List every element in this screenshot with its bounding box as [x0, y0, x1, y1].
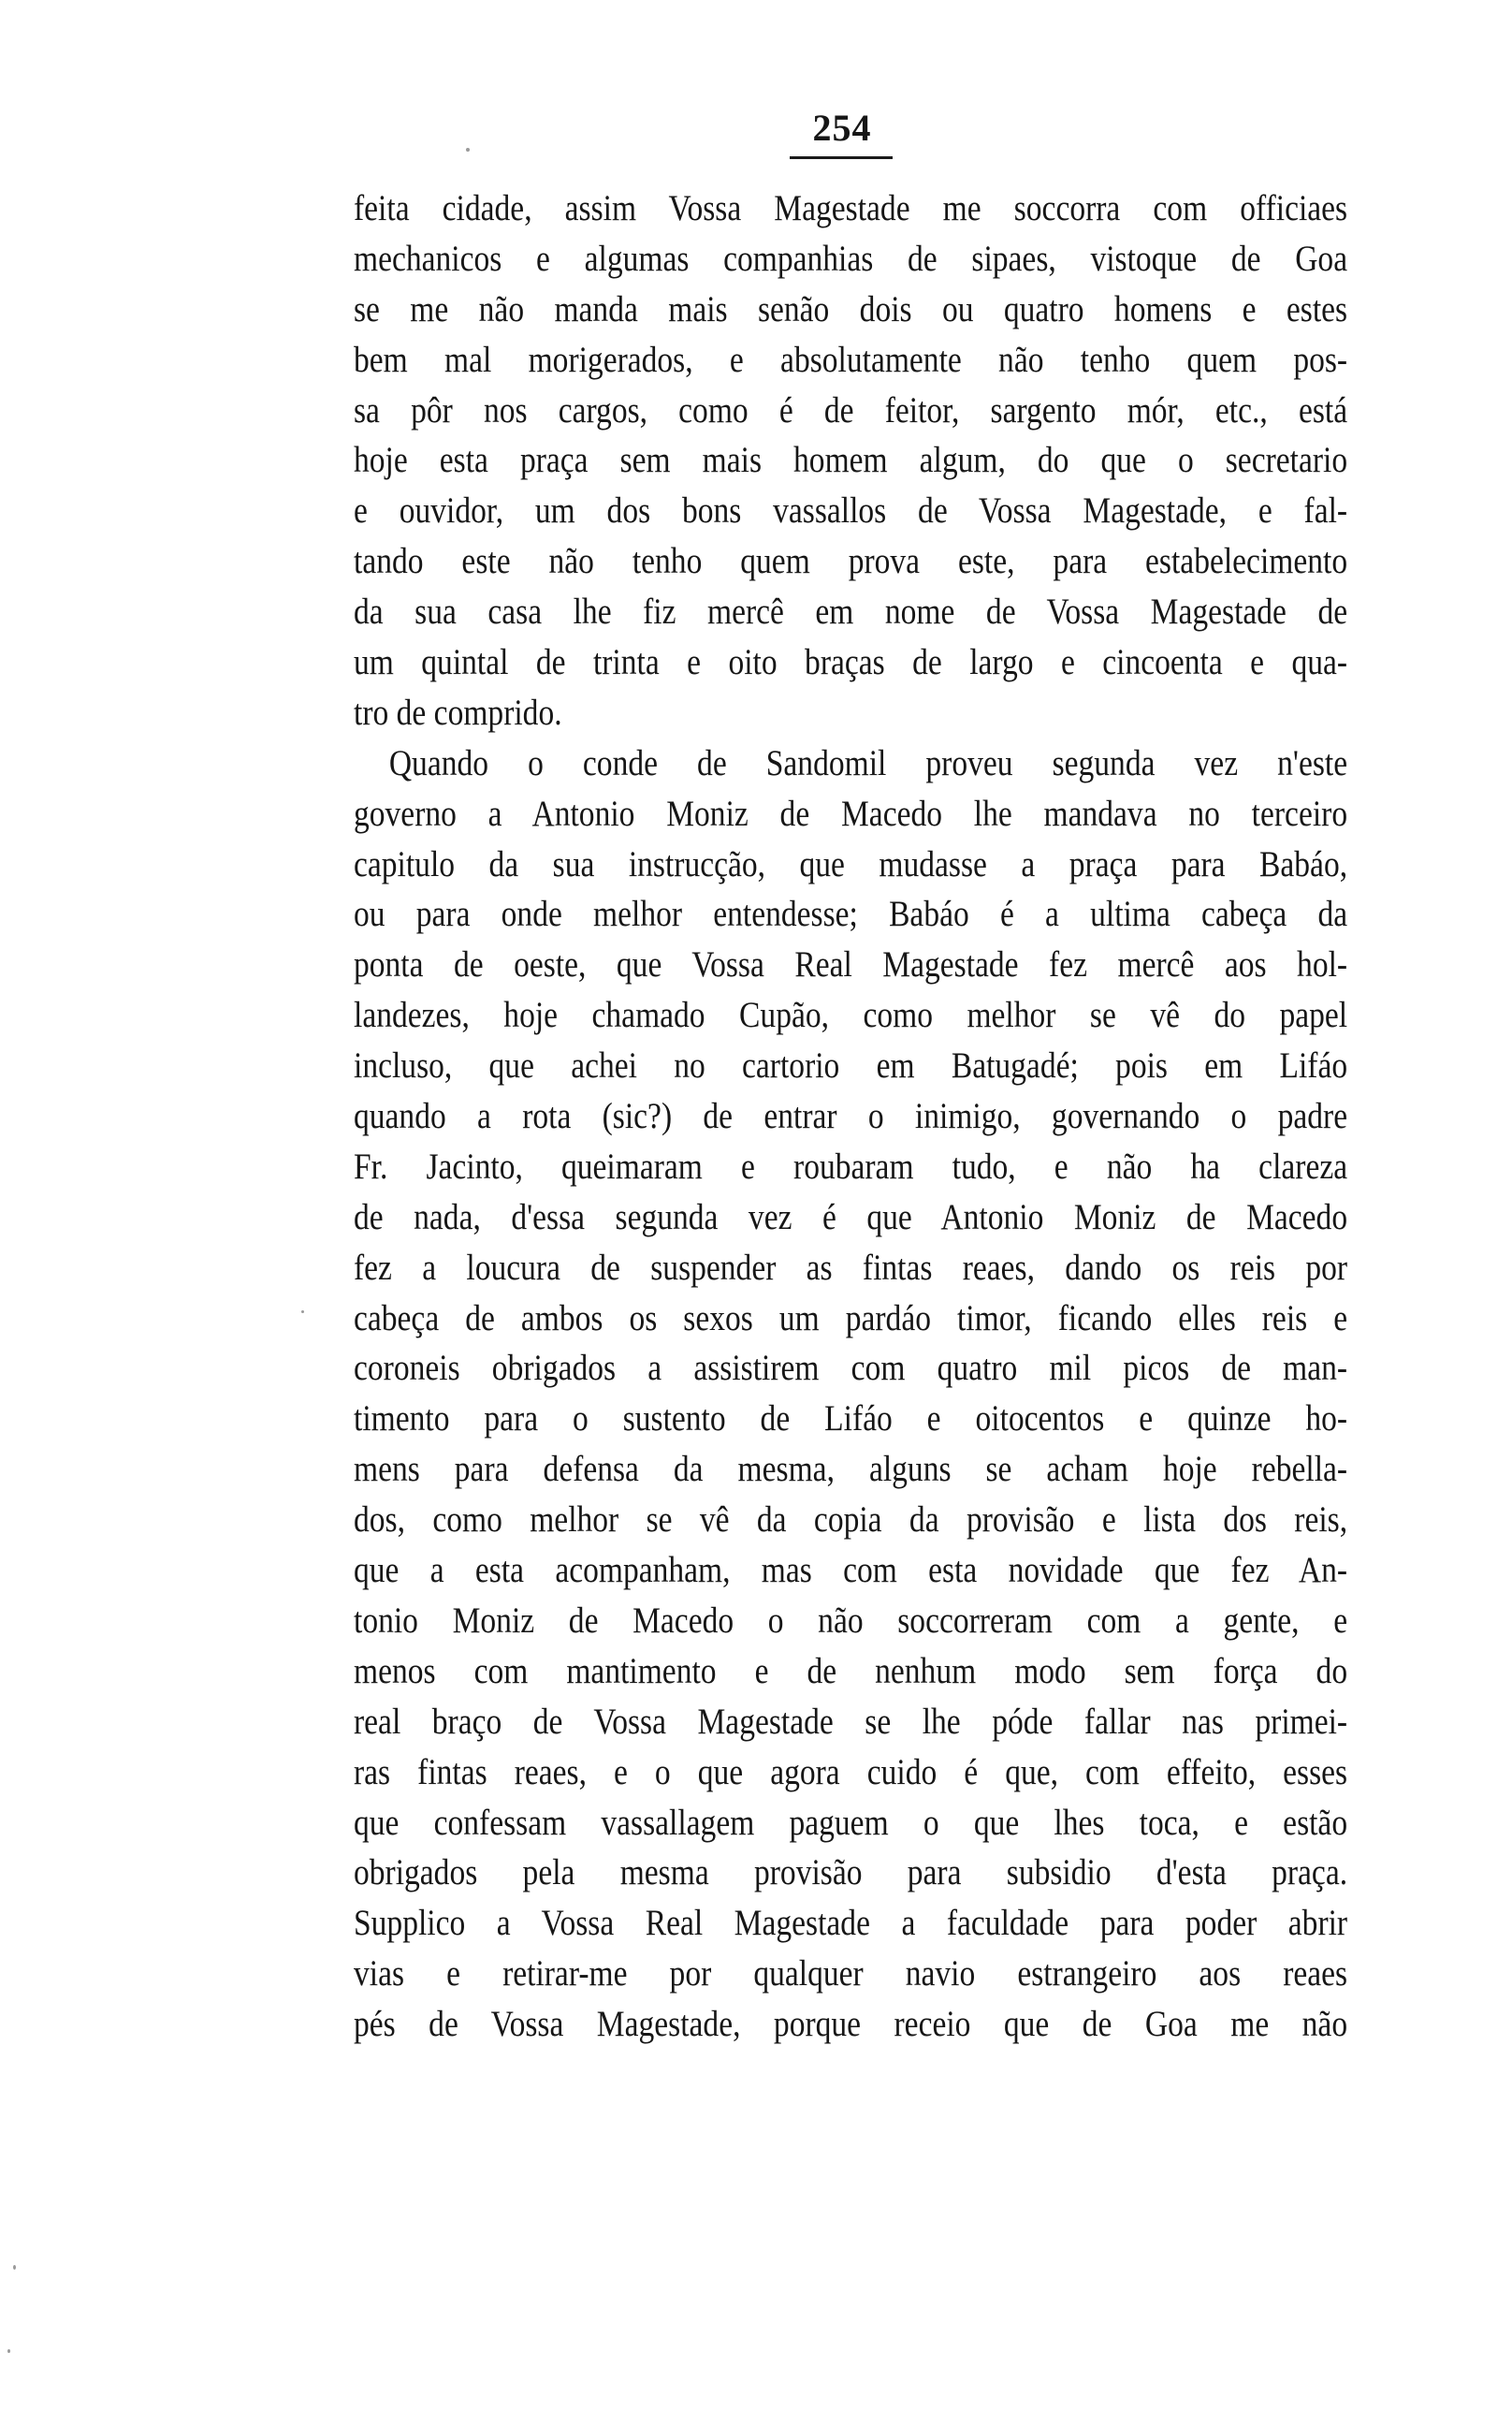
text-line: Supplico a Vossa Real Magestade a faculdade para poder abrir — [354, 1903, 1348, 1944]
text-line: da sua casa lhe fiz mercê em nome de Vossa Magestade de — [354, 592, 1348, 633]
paragraph-2 — [354, 738, 1347, 2050]
text-line: ras fintas reaes, e o que agora cuido é que, com effeito, esses — [354, 1751, 1348, 1792]
text-line: governo a Antonio Moniz de Macedo lhe mandava no terceiro — [354, 793, 1348, 834]
text-line: de nada, d'essa segunda vez é que Antonio Moniz de Macedo — [354, 1196, 1348, 1237]
text-line: tonio Moniz de Macedo o não soccorreram com a gente, e — [354, 1600, 1348, 1641]
text-line: landezes, hoje chamado Cupão, como melhor se vê do papel — [354, 995, 1348, 1036]
text-line: pés de Vossa Magestade, porque receio que de Goa me não — [354, 2004, 1348, 2045]
text-line: coroneis obrigados a assistirem com quatro mil picos de man- — [354, 1348, 1348, 1389]
scan-speck — [7, 2349, 10, 2353]
text-line: ou para onde melhor entendesse; Babáo é a ultima cabeça da — [354, 894, 1348, 935]
text-line: Quando o conde de Sandomil proveu segunda vez n'este — [388, 742, 1348, 783]
scan-speck — [466, 148, 470, 152]
text-line: bem mal morigerados, e absolutamente não tenho quem pos- — [354, 339, 1348, 380]
text-line: sa pôr nos cargos, como é de feitor, sargento mór, etc., está — [354, 389, 1348, 431]
text-line: Fr. Jacinto, queimaram e roubaram tudo, e não ha clareza — [354, 1146, 1348, 1187]
paragraph-1 — [354, 183, 1347, 738]
scan-speck — [13, 2265, 16, 2270]
text-line: tro de comprido. — [354, 692, 562, 733]
text-line: ponta de oeste, que Vossa Real Magestade fez mercê aos hol- — [354, 944, 1348, 986]
text-line: feita cidade, assim Vossa Magestade me soccorra com officiaes — [354, 188, 1348, 228]
text-line: obrigados pela mesma provisão para subsidio d'esta praça. — [354, 1852, 1348, 1893]
text-line: que confessam vassallagem paguem o que lhes toca, e estão — [354, 1802, 1348, 1843]
text-line: quando a rota (sic?) de entrar o inimigo, governando o padre — [354, 1096, 1348, 1137]
body-text — [354, 183, 1347, 2050]
text-line: tando este não tenho quem prova este, para estabelecimento — [354, 541, 1348, 582]
text-line: e ouvidor, um dos bons vassallos de Vossa Magestade, e fal- — [354, 490, 1348, 532]
text-line: timento para o sustento de Lifáo e oitocentos e quinze ho- — [354, 1398, 1348, 1439]
text-line: mens para defensa da mesma, alguns se acham hoje rebella- — [354, 1449, 1348, 1490]
text-line: que a esta acompanham, mas com esta novidade que fez An- — [354, 1550, 1348, 1591]
text-line: cabeça de ambos os sexos um pardáo timor, ficando elles reis e — [354, 1297, 1348, 1338]
text-line: menos com mantimento e de nenhum modo sem força do — [354, 1650, 1348, 1691]
text-line: capitulo da sua instrucção, que mudasse a praça para Babáo, — [354, 843, 1348, 884]
page-number-rule — [790, 156, 893, 159]
text-line: um quintal de trinta e oito braças de largo e cincoenta e qua- — [354, 642, 1348, 683]
text-line: fez a loucura de suspender as fintas reaes, dando os reis por — [354, 1247, 1348, 1288]
page-number: 254 — [812, 107, 872, 149]
text-line: dos, como melhor se vê da copia da provisão e lista dos reis, — [354, 1499, 1348, 1541]
scan-speck — [301, 1310, 304, 1313]
text-line: incluso, que achei no cartorio em Batugadé; pois em Lifáo — [354, 1045, 1348, 1087]
text-line: se me não manda mais senão dois ou quatro homens e estes — [354, 288, 1348, 329]
text-line: vias e retirar-me por qualquer navio estrangeiro aos reaes — [354, 1953, 1348, 1995]
text-line: real braço de Vossa Magestade se lhe póde fallar nas primei- — [354, 1701, 1348, 1742]
text-line: hoje esta praça sem mais homem algum, do que o secretario — [354, 440, 1348, 481]
text-line: mechanicos e algumas companhias de sipaes, vistoque de Goa — [354, 238, 1348, 279]
